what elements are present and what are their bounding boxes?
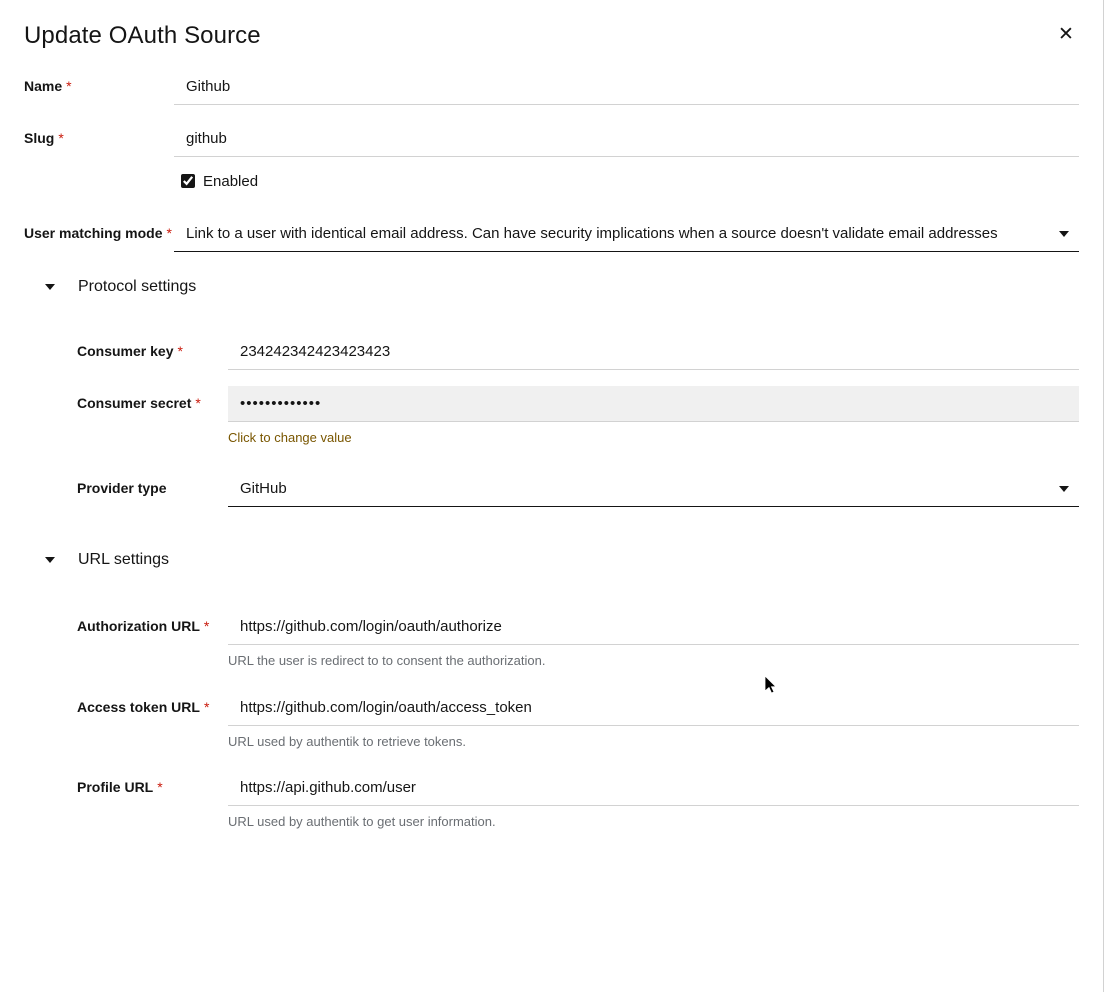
profile-url-row: [24, 770, 1079, 831]
access-token-url-helper: URL used by authentik to retrieve tokens.: [228, 733, 466, 749]
slug-label: [24, 121, 174, 146]
url-settings-section[interactable]: [24, 551, 1079, 569]
provider-type-label: [24, 471, 228, 496]
name-row: [24, 69, 1079, 105]
consumer-secret-label-text: Consumer secret: [77, 394, 192, 411]
provider-type-select[interactable]: [228, 471, 1079, 507]
user-matching-mode-label-text: User matching mode: [24, 224, 163, 241]
profile-url-helper: URL used by authentik to get user information.: [228, 814, 496, 830]
consumer-key-row: [24, 334, 1079, 370]
authorization-url-label-text: Authorization URL: [77, 617, 200, 634]
authorization-url-helper: URL the user is redirect to to consent the authorization.: [228, 652, 546, 668]
url-settings-title: URL settings: [78, 550, 169, 568]
consumer-key-label: [24, 334, 228, 359]
profile-url-field-col: [228, 770, 1079, 831]
slug-input[interactable]: [174, 121, 1079, 157]
enabled-label: Enabled: [203, 172, 259, 190]
protocol-settings-title: Protocol settings: [78, 277, 197, 295]
profile-url-label: [24, 770, 228, 795]
consumer-secret-required-marker: *: [195, 394, 201, 411]
authorization-url-input[interactable]: [228, 609, 1079, 645]
protocol-settings-toggle[interactable]: [24, 284, 54, 290]
url-settings-toggle[interactable]: [24, 557, 54, 563]
authorization-url-label: [24, 609, 228, 634]
authorization-url-field-col: [228, 609, 1079, 670]
access-token-url-required-marker: *: [203, 698, 210, 715]
name-field-col: [174, 69, 1079, 105]
slug-field-col: [174, 121, 1079, 157]
user-matching-mode-field-col: [174, 216, 1079, 252]
slug-required-marker: *: [58, 129, 64, 146]
user-matching-mode-row: [24, 216, 1079, 252]
consumer-secret-helper: Click to change value: [228, 429, 352, 445]
profile-url-label-text: Profile URL: [77, 779, 154, 796]
enabled-row: [24, 173, 1079, 190]
access-token-url-field-col: [228, 690, 1079, 751]
provider-type-row: [24, 471, 1079, 507]
authorization-url-required-marker: *: [203, 617, 210, 634]
access-token-url-input[interactable]: [228, 690, 1079, 726]
consumer-secret-row: [24, 386, 1079, 447]
page-title: Update OAuth Source: [24, 22, 261, 49]
consumer-secret-field-col: [228, 386, 1079, 447]
user-matching-mode-label: [24, 216, 174, 241]
access-token-url-label: [24, 690, 228, 715]
user-matching-mode-select-wrap: [174, 216, 1079, 252]
name-required-marker: *: [66, 77, 72, 94]
provider-type-select-wrap: [228, 471, 1079, 507]
modal-header: [0, 0, 1103, 69]
provider-type-label-text: Provider type: [77, 479, 167, 496]
access-token-url-row: [24, 690, 1079, 751]
consumer-key-required-marker: *: [177, 342, 183, 359]
consumer-key-input[interactable]: [228, 334, 1079, 370]
close-icon[interactable]: ✕: [1053, 22, 1079, 48]
profile-url-input[interactable]: [228, 770, 1079, 806]
protocol-settings-section[interactable]: [24, 278, 1079, 296]
consumer-key-label-text: Consumer key: [77, 342, 174, 359]
access-token-url-label-text: Access token URL: [77, 698, 200, 715]
oauth-source-form: [0, 69, 1103, 832]
user-matching-mode-required-marker: *: [166, 224, 172, 241]
user-matching-mode-select[interactable]: [174, 216, 1079, 252]
name-label-text: Name: [24, 77, 63, 94]
slug-label-text: Slug: [24, 129, 55, 146]
authorization-url-row: [24, 609, 1079, 670]
consumer-secret-input[interactable]: [228, 386, 1079, 422]
consumer-key-field-col: [228, 334, 1079, 370]
provider-type-field-col: [228, 471, 1079, 507]
enabled-checkbox[interactable]: [181, 174, 195, 188]
slug-row: [24, 121, 1079, 157]
name-label: [24, 69, 174, 94]
profile-url-required-marker: *: [157, 779, 163, 796]
consumer-secret-label: [24, 386, 228, 411]
name-input[interactable]: [174, 69, 1079, 105]
